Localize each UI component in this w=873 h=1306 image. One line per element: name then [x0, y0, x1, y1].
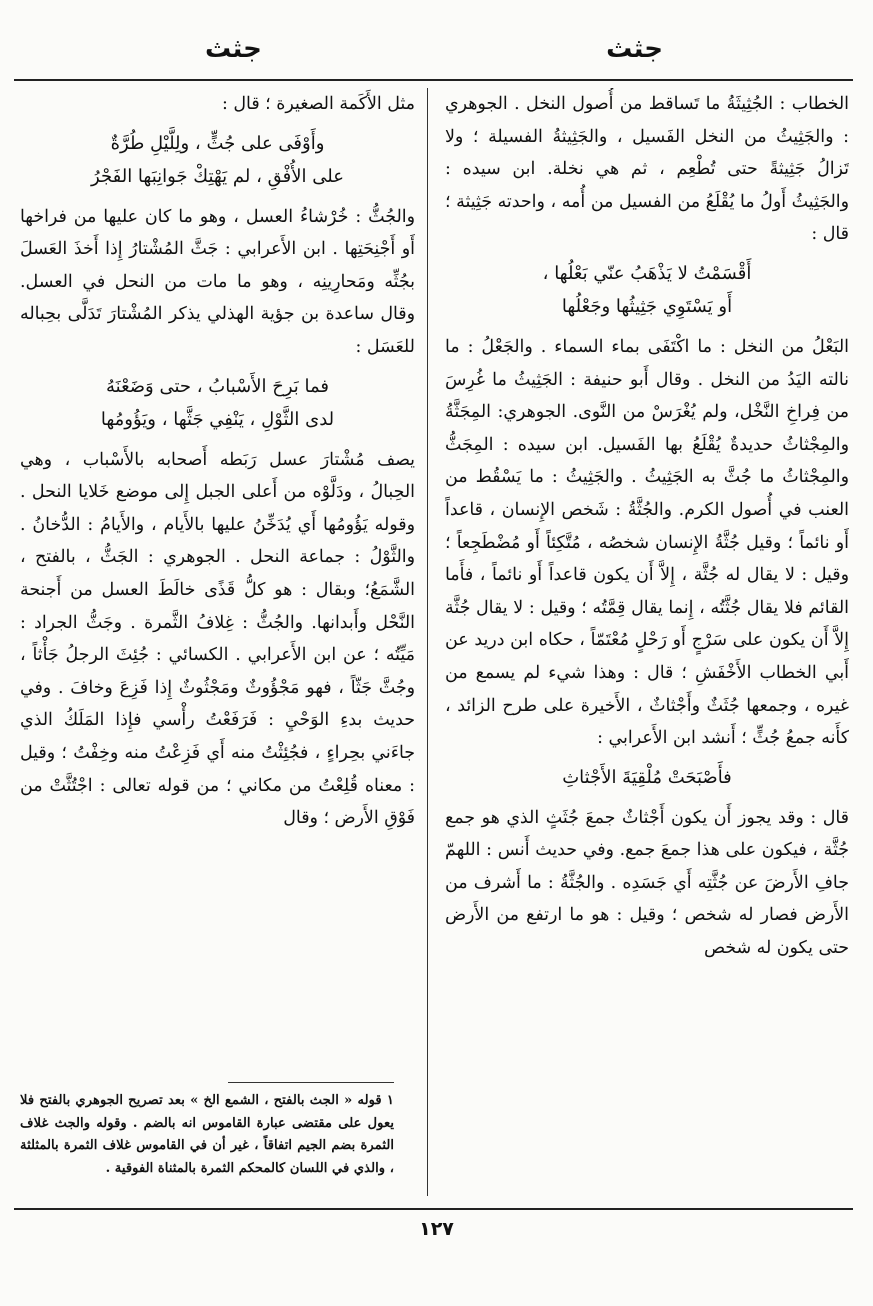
right-col-paragraph-3: قال : وقد يجوز أَن يكون أَجْثاثٌ جمعَ جُثَثٍ الذي هو جمع جُثَّة ، فيكون على هذا جمعَ جمع. وفي حديث أَنس : اللهمّ جافِ الأَرضَ عن جُثَّتِه أَي جَسَدِه . والجُثَّةُ : ما أَشرف من الأَرض فصار له شخص ؛ وقيل : هو ما ارتفع من الأَرض حتى يكون له شخص: [445, 807, 849, 959]
verse-line: فما بَرِحَ الأَسْبابُ ، حتى وَضَعْنَهُ: [106, 375, 329, 397]
left-col-paragraph-3: يصف مُشْتارَ عسل رَبَطه أَصحابه بالأَسْباب ، وهي الحِبالُ ، ودَلَّوْه من أَعلى الجبل إِلى موضع خَلايا النحل . وقوله يَؤُومُها أَي يُدَخِّنُ عليها بالأَيام ، والأَيامُ : الدُّخانُ . والثَّوْلُ : جماعة النحل . الجوهري : الجَثُّ ، بالفتح ، الشَّمَعُ؛ وبقال : هو كلُّ قَذًى خالَطَ العسل من أَجنحة النَّحْل وأَبدانها. والجُثُّ : غِلافُ الثَّمرة . وجَثُّ الجراد : مَيِّتُه ؛ عن ابن الأَعرابي . الكسائي : جُئِثَ الرجلُ جَأْثاً ، وجُثَّ جَثّاً ، فهو مَجْؤُوثٌ ومَجْثُوثٌ إِذا فَزِعَ وخافَ . وفي حديث بدءِ الوَحْيِ : فَرَفَعْتُ رأْسي فإِذا المَلَكُ الذي جاءَني بحِراءٍ ، فجُئِثْتُ منه أَي فَزِعْتُ منه وخِفْتُ ؛ وقيل : معناه قُلِعْتُ من مكاني ؛ من قوله تعالى : اجْتُثَّتْ من فَوْقِ الأَرض ؛ وقال: [20, 449, 415, 829]
verse-line: أَقْسَمْتُ لا يَذْهَبُ عنّي بَعْلُها ،: [542, 262, 752, 284]
header-rule: [14, 79, 853, 81]
left-col-paragraph-1: مثل الأَكَمة الصغيرة ؛ قال :: [222, 94, 415, 114]
left-col-verse-1: [20, 127, 415, 193]
verse-line: أَو يَسْتَوِي جَثِيثُها وجَعْلُها: [561, 295, 733, 317]
left-col-verse-2: [20, 370, 415, 436]
verse-line: على الأُفْقِ ، لم يَهْتِكْ جَوانِبَها الفَجْرُ: [91, 165, 344, 187]
right-col-paragraph-2: البَعْلُ من النخل : ما اكْتَفَى بماء السماء . والجَعْلُ : ما نالته اليَدُ من النخل . وقال أَبو حنيفة : الجَثِيثُ ما غُرِسَ من فِراخِ النَّخْل، ولم يُغْرَسْ من النَّوى. الجوهري: المِجَثَّةُ والمِجْثاثُ حديدةٌ يُقْلَعُ بها الفَسيل. ابن سيده : المِجَثُّ والمِجْثاثُ ما جُثَّ به الجَثِيثُ . والجَثِيثُ : ما يَسْقُط من العنب في أُصول الكرم. والجُثَّةُ : شَخص الإِنسان ، قاعداً أَو نائماً ؛ وقيل جُثَّةُ الإِنسان شخصُه ، مُتَّكِئاً أَو مُضْطَجِعاً ؛ وقيل : لا يقال له جُثَّة ، إِلاَّ أَن يكون قاعداً أَو نائماً ، فأَما القائم فلا يقال جُثَّتُه ، إِنما يقال قِمَّتُه ؛ وقيل : لا يقال جُثَّة إِلاَّ أَن يكون على سَرْجٍ أَو رَحْلٍ مُعْتَمّاً ، حكاه ابن دريد عن أَبي الخطاب الأَخْفَشِ ؛ قال : وهذا شيء لم يسمع من غيره ، وجمعها جُثَثٌ وأَجْثاثٌ ، الأَخيرة على طرح الزائد ، كأَنه جمعُ جُثٍّ ؛ أَنشد ابن الأَعرابي :: [445, 336, 849, 749]
footnote-rule: [228, 1082, 394, 1083]
footnote: [20, 1090, 394, 1180]
verse-line: وأَوْفَى على جُثٍّ ، ولِلَّيْلِ طُرَّةٌ: [110, 132, 325, 154]
left-col-paragraph-2: والجُثُّ : خُرْشاءُ العسل ، وهو ما كان عليها من فراخها أَو أَجْنِحَتِها . ابن الأَعرابي : جَثَّ المُشْتارُ إِذا أَخذَ العَسلَ بجُثِّه ومَحارِينِه ، وهو ما مات من النحل في العسل. وقال ساعدة بن جؤية الهذلي يذكر المُشْتارَ تَدَلَّى بحِباله للعَسَل :: [20, 206, 415, 357]
footnote-text: قوله « الجث بالفتح ، الشمع الخ » بعد تصريح الجوهري بالفتح فلا يعول على مقتضى عبارة القاموس انه بالضم . وقوله والجث غلاف الثمرة بضم الجيم اتفاقاً ، غير أن في القاموس غلاف الثمرة بالمثلثة ، والذي في اللسان كالمحكم الثمرة بالمثناة الفوقية .: [20, 1093, 394, 1176]
right-col-paragraph-1: الخطاب : الجُثِيثَةُ ما تَساقط من أُصول النخل . الجوهري : والجَثِيثُ من النخل الفَسيل ، والجَثِيثةُ الفسيلة ؛ ولا تَزالُ جَثِيثةً حتى تُطْعِم ، ثم هي نخلة. ابن سيده : والجَثِيثُ أَولُ ما يُقْلَعُ من الفسيل من أُمه ، واحدته جَثِيثة ؛ قال :: [445, 94, 849, 245]
right-col-verse-2: [445, 761, 849, 794]
right-column: [445, 88, 849, 1186]
verse-line: لدى الثَّوْلِ ، يَنْفِي جَثَّها ، ويَؤُومُها: [100, 408, 335, 430]
page-number: ١٢٧: [419, 1218, 454, 1240]
left-column: [20, 88, 415, 1186]
right-running-headword: جثث: [606, 34, 663, 64]
verse-line: فأَصْبَحَتْ مُلْقِيَةَ الأَجْثاثِ: [562, 766, 732, 788]
left-running-headword: جثث: [205, 34, 262, 64]
column-divider: [427, 88, 428, 1196]
footer-rule: [14, 1208, 853, 1210]
right-col-verse-1: [445, 257, 849, 323]
footnote-marker: ١: [386, 1093, 394, 1108]
